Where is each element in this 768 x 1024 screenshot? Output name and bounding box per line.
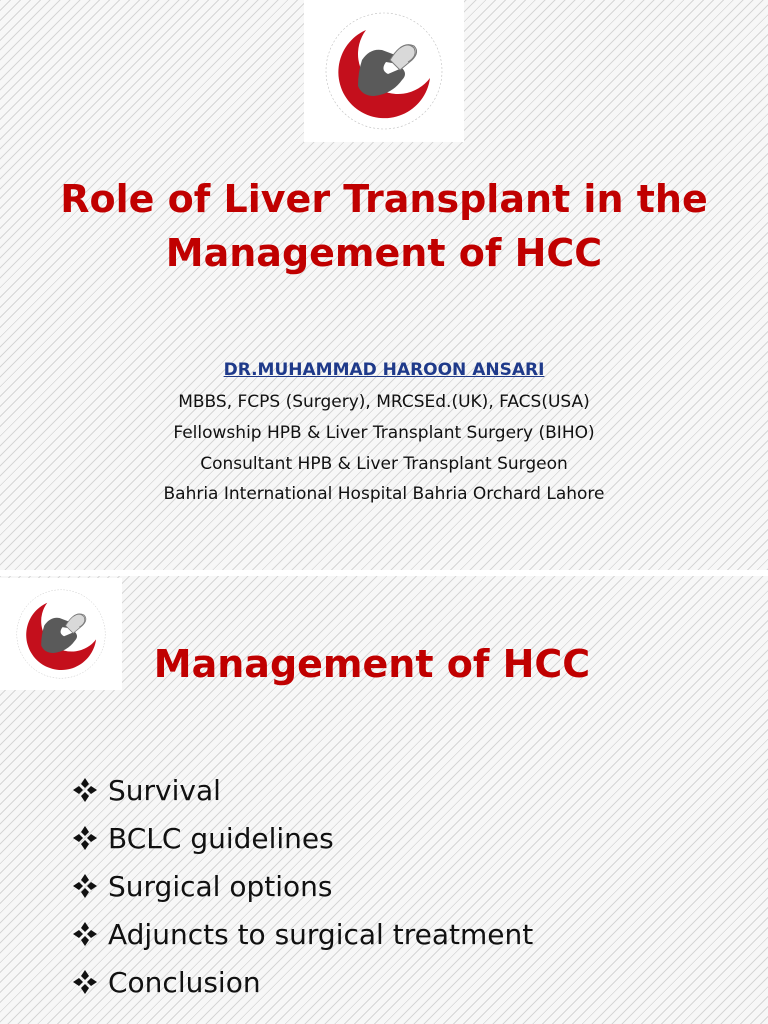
list-item [72, 814, 533, 862]
credential-line: MBBS, FCPS (Surgery), MRCSEd.(UK), FACS(USA) [178, 392, 590, 412]
centre-logo-icon [0, 578, 122, 690]
list-item-text: BCLC guidelines [108, 821, 334, 855]
title-line-2: Management of HCC [165, 231, 603, 275]
list-item [72, 910, 533, 958]
credential-line: Consultant HPB & Liver Transplant Surgeon [200, 454, 568, 474]
list-item-text: Survival [108, 773, 221, 807]
agenda-list [72, 766, 533, 1006]
presentation-title [60, 172, 708, 280]
list-item-text: Conclusion [108, 965, 261, 999]
list-item [72, 862, 533, 910]
title-line-1: Role of Liver Transplant in the [60, 177, 708, 221]
list-item-text: Surgical options [108, 869, 333, 903]
list-item [72, 766, 533, 814]
diamond-bullet-icon [72, 969, 98, 995]
diamond-bullet-icon [72, 873, 98, 899]
diamond-bullet-icon [72, 777, 98, 803]
slide-title: Management of HCC [153, 642, 591, 686]
centre-logo-icon [304, 0, 464, 142]
credential-line: Bahria International Hospital Bahria Orchard Lahore [163, 484, 605, 504]
author-name: DR.MUHAMMAD HAROON ANSARI [223, 360, 545, 380]
list-item [72, 958, 533, 1006]
credential-line: Fellowship HPB & Liver Transplant Surgery (BIHO) [173, 423, 595, 443]
list-item-text: Adjuncts to surgical treatment [108, 917, 534, 951]
diamond-bullet-icon [72, 825, 98, 851]
agenda-slide [0, 576, 768, 1024]
diamond-bullet-icon [72, 921, 98, 947]
